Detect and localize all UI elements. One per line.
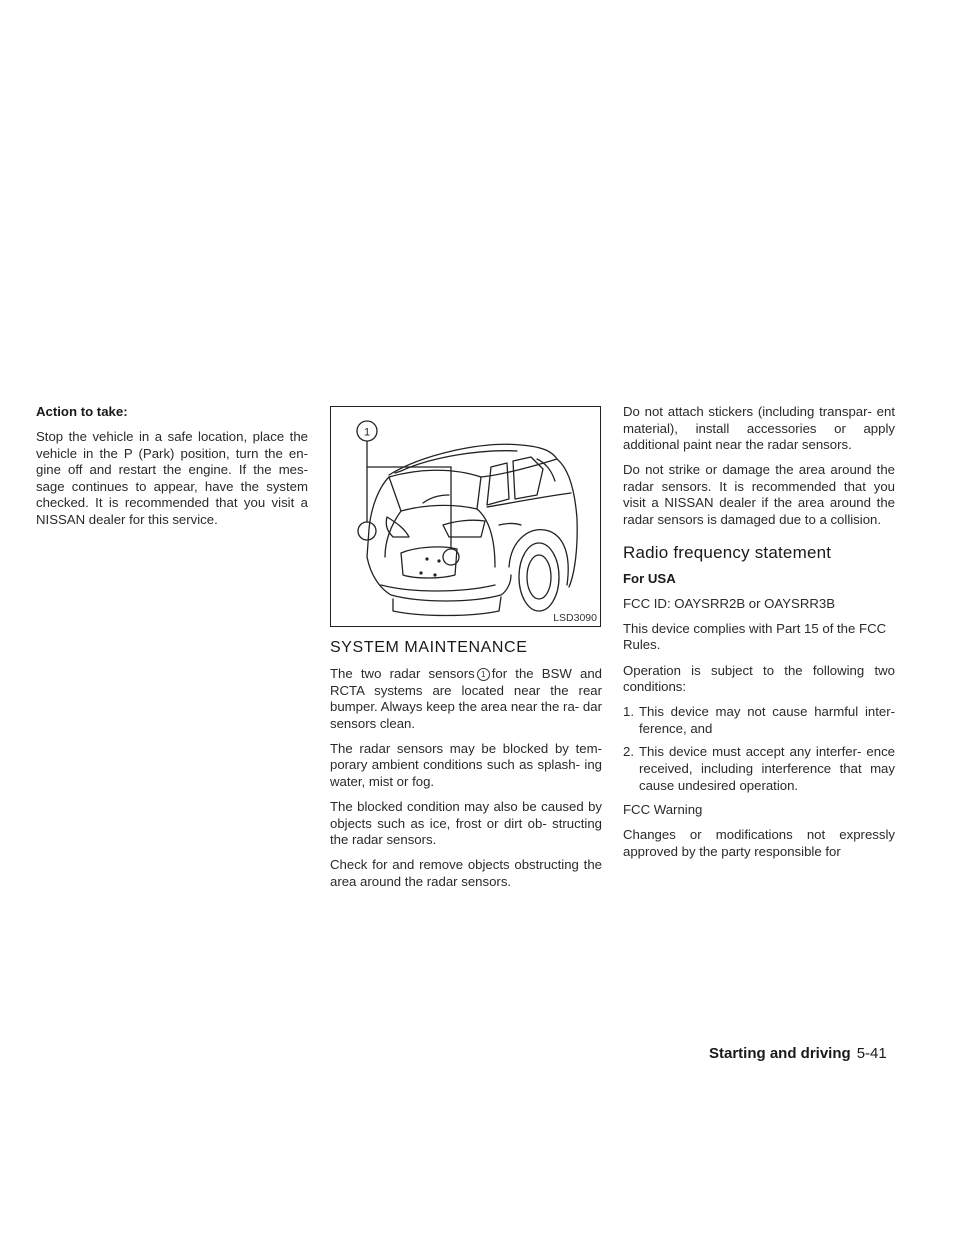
action-heading: Action to take: xyxy=(36,404,128,419)
figure-code: LSD3090 xyxy=(553,612,597,624)
for-usa-subheading: For USA xyxy=(623,570,676,586)
page-number: 5-41 xyxy=(856,1045,887,1062)
remove-objects-paragraph: Check for and remove objects obstructing the area around the radar sensors. xyxy=(330,857,602,890)
figure-callout: 1 xyxy=(363,426,371,439)
footer-section: Starting and driving xyxy=(709,1045,851,1062)
page-footer xyxy=(709,1045,887,1062)
blocked-ambient-paragraph: The radar sensors may be blocked by tem- porary ambient conditions such as splash- ing water, mist or fog. xyxy=(330,740,602,790)
action-paragraph: Stop the vehicle in a safe location, place the vehicle in the P (Park) position, turn the en- gine off and restart the engine. If the mes- sage continues to appear, have the system checked. It is recommended that you visit a NISSAN dealer for this service. xyxy=(36,429,308,528)
right-column xyxy=(623,404,895,869)
rear-car-radar-sensor-illustration xyxy=(331,407,600,626)
complies-paragraph: This device complies with Part 15 of the FCC Rules. xyxy=(623,620,887,653)
conditions-list xyxy=(623,704,895,794)
system-maintenance-heading: SYSTEM MAINTENANCE xyxy=(330,639,528,656)
radio-frequency-heading: Radio frequency statement xyxy=(623,542,832,562)
sensors-location-paragraph: The two radar sensors 1 for the BSW and RCTA systems are located near the rear bumper. Always keep the area near the ra- dar sensors clean. xyxy=(330,666,602,731)
fcc-warning-title: FCC Warning xyxy=(623,802,703,818)
middle-column xyxy=(330,638,602,899)
list-item: 1. This device may not cause harmful inter- ference, and xyxy=(623,704,895,736)
fcc-warning-text: Changes or modifications not expressly approved by the party responsible for xyxy=(623,827,895,859)
list-item: 2. This device must accept any interfer- ence received, including interference that may cause undesired operation. xyxy=(623,744,895,793)
callout-1-icon: 1 xyxy=(477,668,490,681)
damage-paragraph: Do not strike or damage the area around the radar sensors. It is recommended that you visit a NISSAN dealer if the area around the radar sensors is damaged due to a collision. xyxy=(623,462,895,528)
stickers-paragraph: Do not attach stickers (including transpar- ent material), install accessories or apply additional paint near the radar sensors. xyxy=(623,404,895,453)
rear-car-figure xyxy=(330,406,601,627)
blocked-objects-paragraph: The blocked condition may also be caused by objects such as ice, frost or dirt ob- structing the radar sensors. xyxy=(330,799,602,848)
fcc-id: FCC ID: OAYSRR2B or OAYSRR3B xyxy=(623,595,836,611)
conditions-intro: Operation is subject to the following two conditions: xyxy=(623,662,895,695)
left-column xyxy=(36,404,308,537)
